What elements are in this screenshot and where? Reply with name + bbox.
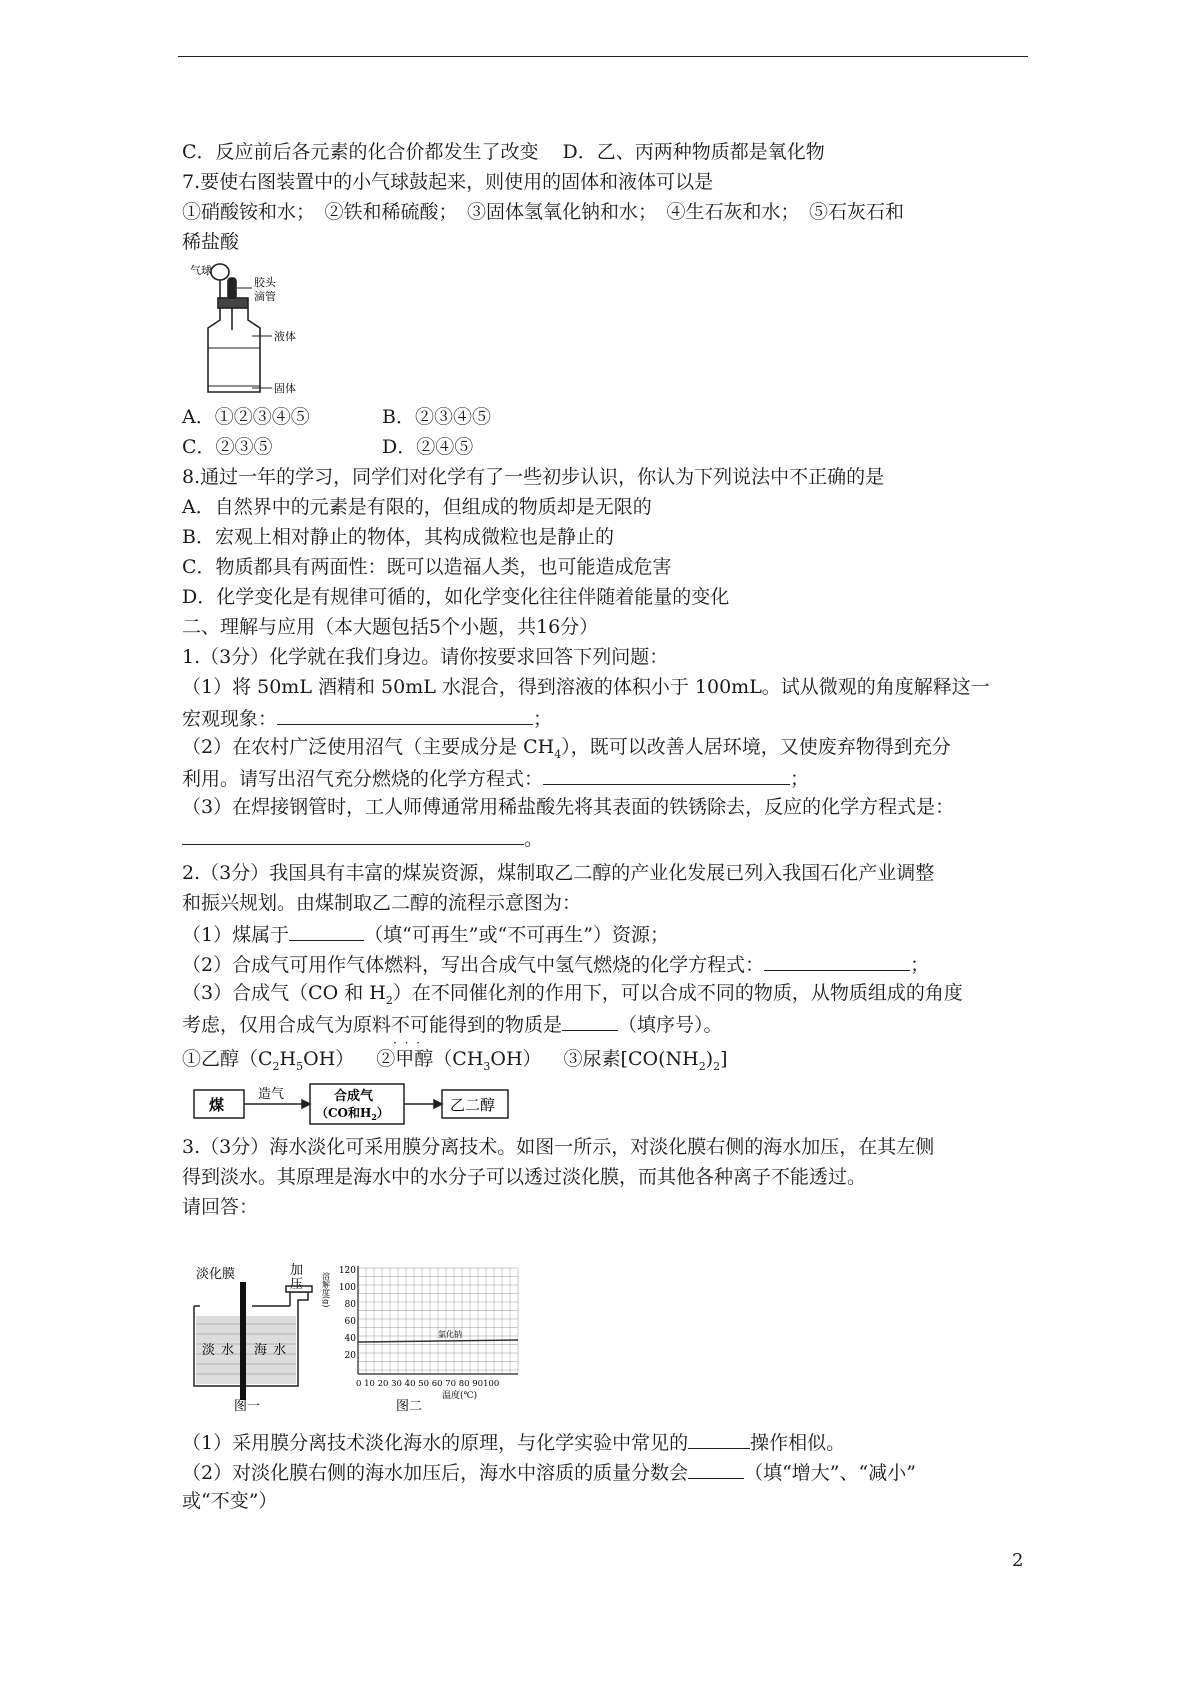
p3-sub2-line2: 或“不变”） (182, 1490, 278, 1512)
flow-coal-label: 煤 (209, 1096, 225, 1114)
q8-stem: 8.通过一年的学习，同学们对化学有了一些初步认识，你认为下列说法中不正确的是 (182, 466, 885, 488)
p2-stem-line1: 2.（3分）我国具有丰富的煤炭资源，煤制取乙二醇的产业化发展已列入我国石化产业调整 (182, 862, 935, 884)
p1-sub2-prompt: 利用。请写出沼气充分燃烧的化学方程式： (182, 768, 544, 790)
p1-sub3-end: 。 (524, 828, 544, 850)
p3-sub1-post: 操作相似。 (750, 1432, 846, 1454)
p2-option-2: ②甲醇$(CH_3OH)$ (376, 1048, 542, 1073)
flow-syngas-formula: （CO和$H_2$） (316, 1106, 389, 1122)
answer-blank[interactable] (764, 950, 910, 971)
header-rule (178, 56, 1028, 57)
page-number: 2 (1012, 1550, 1024, 1571)
q7-options-ab (182, 404, 491, 430)
x-axis-label: 温度(℃) (442, 1391, 478, 1401)
p3-sub2-pre: （2）对淡化膜右侧的海水加压后，海水中溶质的质量分数会 (182, 1462, 689, 1484)
q7-options-line1: ①硝酸铵和水； ②铁和稀硫酸； ③固体氢氧化钠和水； ④生石灰和水； ⑤石灰石和 (182, 201, 905, 223)
p1-sub2-text-a: （2）在农村广泛使用沼气（主要成分是 CH (182, 736, 555, 758)
p2-option-3: ③尿素$[CO(NH_2)_2]$ (563, 1048, 728, 1073)
p2-sub2-pre: （2）合成气可用作气体燃料，写出合成气中氢气燃烧的化学方程式： (182, 954, 765, 976)
q7-option-a: A．①②③④⑤ (182, 406, 310, 428)
q7-options-cd (182, 434, 473, 460)
answer-blank[interactable] (289, 920, 364, 941)
flow-product-label: 乙二醇 (450, 1096, 496, 1114)
sea-water-label: 海水 (254, 1343, 293, 1358)
p3-sub1-pre: （1）采用膜分离技术淡化海水的原理，与化学实验中常见的 (182, 1432, 689, 1454)
p2-sub2 (182, 950, 929, 978)
q8-option-a: A．自然界中的元素是有限的，但组成的物质却是无限的 (182, 496, 652, 518)
answer-blank[interactable] (562, 1010, 618, 1031)
y-tick: 80 (344, 1300, 356, 1310)
p1-sub2-text-b: ），既可以改善人居环境，又使废弃物得到充分 (561, 736, 951, 758)
p1-sub2-line2 (182, 764, 809, 792)
curve-label: 氯化钠 (438, 1330, 462, 1339)
p3-figure-1 (190, 1262, 320, 1412)
q7-option-c: C．②③⑤ (182, 436, 273, 458)
answer-blank[interactable] (688, 1458, 744, 1479)
q8-option-c: C．物质都具有两面性：既可以造福人类，也可能造成危害 (182, 556, 672, 578)
p2-flow-diagram (192, 1080, 512, 1128)
figure-1-caption: 图一 (234, 1399, 261, 1412)
p2-sub3-pre: 考虑，仅用合成气为原料 (182, 1014, 392, 1036)
q6-options-cd (182, 139, 825, 165)
p1-sub1-prompt: 宏观现象： (182, 708, 278, 730)
answer-blank[interactable] (543, 764, 790, 785)
p2-options (182, 1046, 728, 1080)
p2-sub1-pre: （1）煤属于 (182, 924, 290, 946)
p2-sub3-mid: 得到的物质是 (448, 1014, 563, 1036)
p2-sub3-text-b: ）在不同催化剂的作用下，可以合成不同的物质，从物质组成的角度 (392, 982, 963, 1004)
p1-sub2-line1 (182, 734, 951, 768)
p2-sub3-text-a: （3）合成气（CO 和 H (182, 982, 386, 1004)
p2-sub3-line1 (182, 980, 963, 1014)
x-ticks: 0 10 20 30 40 50 60 70 80 90100 (356, 1379, 500, 1389)
y-tick: 100 (338, 1283, 356, 1293)
q7-options-line2: 稀盐酸 (182, 231, 240, 253)
p3-figure-2 (322, 1262, 532, 1412)
p1-sub2-end: ； (790, 768, 810, 790)
liquid-label: 液体 (274, 330, 296, 343)
q6-option-c: C．反应前后各元素的化合价都发生了改变 (182, 141, 539, 163)
p2-option-1: ①乙醇$(C_2H_5OH)$ (182, 1048, 355, 1073)
p1-sub3-line1: （3）在焊接钢管时，工人师傅通常用稀盐酸先将其表面的铁锈除去，反应的化学方程式是： (182, 796, 955, 818)
p2-sub1-post: （填“可再生”或“不可再生”）资源； (364, 924, 669, 946)
p2-stem-line2: 和振兴规划。由煤制取乙二醇的流程示意图为： (182, 892, 582, 914)
figure-2-caption: 图二 (396, 1399, 423, 1412)
dropper-label-2: 滴管 (254, 290, 276, 303)
pressure-label-2: 压 (290, 1277, 304, 1292)
p1-sub1-line1: （1）将 50mL 酒精和 50mL 水混合，得到溶液的体积小于 100mL。试从微观的角度解释这一 (182, 676, 990, 698)
p3-sub2-post: （填“增大”、“减小” (744, 1462, 916, 1484)
p1-sub1-end: ； (533, 708, 553, 730)
solid-label: 固体 (274, 382, 296, 395)
answer-blank[interactable] (277, 704, 533, 725)
y-tick: 40 (344, 1334, 356, 1344)
q8-option-d: D．化学变化是有规律可循的，如化学变化往往伴随着能量的变化 (182, 586, 730, 608)
dropper-bulb-icon (228, 278, 236, 300)
p1-sub3-line2 (182, 824, 543, 852)
p1-sub2-subscript: 4 (554, 747, 562, 761)
balloon-icon (211, 264, 229, 280)
y-tick: 60 (344, 1317, 356, 1327)
answer-blank[interactable] (182, 824, 524, 845)
y-axis-label: 溶解度(g) (322, 1272, 331, 1308)
q7-option-b: B．②③④⑤ (382, 406, 491, 428)
pressure-label-1: 加 (290, 1263, 304, 1278)
balloon-label: 气球 (190, 264, 212, 277)
p3-stem-line2: 得到淡水。其原理是海水中的水分子可以透过淡化膜，而其他各种离子不能透过。 (182, 1166, 867, 1188)
flow-syngas-label: 合成气 (334, 1089, 374, 1104)
section-heading: 二、理解与应用（本大题包括5个小题，共16分） (182, 616, 599, 638)
p2-sub1 (182, 920, 669, 948)
q7-stem: 7.要使右图装置中的小气球鼓起来，则使用的固体和液体可以是 (182, 171, 714, 193)
membrane-label: 淡化膜 (196, 1267, 236, 1282)
p3-sub2 (182, 1458, 916, 1486)
p2-sub3-subscript: 2 (385, 993, 393, 1007)
q8-option-b: B．宏观上相对静止的物体，其构成微粒也是静止的 (182, 526, 614, 548)
q7-option-d: D．②④⑤ (382, 436, 474, 458)
flow-arrow-label: 造气 (258, 1087, 285, 1102)
y-tick: 120 (338, 1266, 356, 1276)
dropper-label-1: 胶头 (254, 276, 276, 289)
p1-stem: 1.（3分）化学就在我们身边。请你按要求回答下列问题： (182, 646, 669, 668)
fresh-water-label: 淡水 (202, 1343, 241, 1358)
bottle-icon (208, 308, 260, 392)
p2-sub3-post: （填序号）。 (618, 1014, 723, 1036)
q6-option-d: D．乙、丙两种物质都是氧化物 (562, 141, 825, 163)
p3-stem-line3: 请回答： (182, 1196, 259, 1218)
q7-apparatus-figure (190, 262, 310, 397)
p3-sub1 (182, 1428, 845, 1456)
p3-stem-line1: 3.（3分）海水淡化可采用膜分离技术。如图一所示，对淡化膜右侧的海水加压，在其左侧 (182, 1136, 935, 1158)
membrane-icon (240, 1282, 246, 1400)
p1-sub1-line2 (182, 704, 552, 732)
p2-sub2-post: ； (910, 954, 930, 976)
answer-blank[interactable] (688, 1428, 750, 1449)
p2-sub3-line2 (182, 1010, 723, 1038)
p2-sub3-emphasis: 不可能 · · · (391, 1014, 448, 1036)
y-tick: 20 (344, 1351, 356, 1361)
